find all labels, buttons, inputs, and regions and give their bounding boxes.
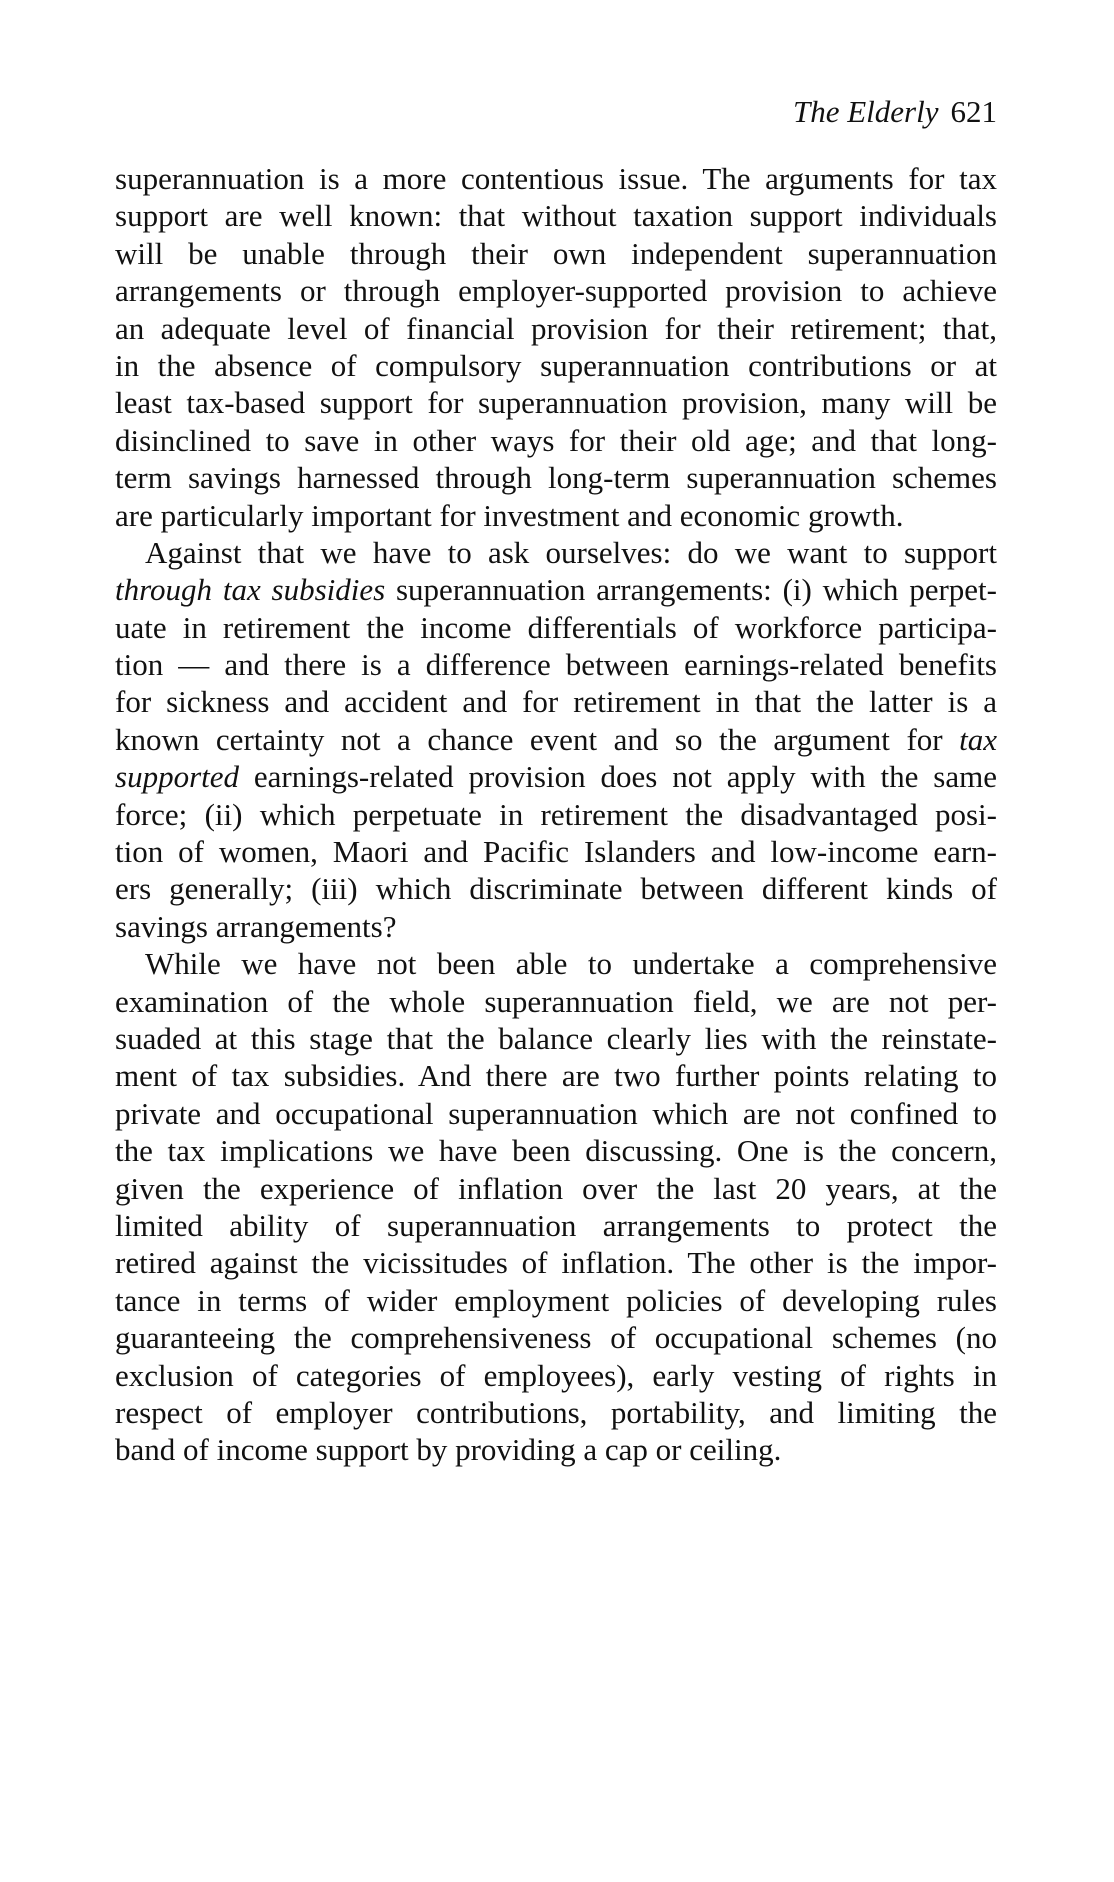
text-line: tion of women, Maori and Pacific Islanders and low-income earn- [115,834,997,870]
text-line: for sickness and accident and for retirement in that the latter is a [115,684,997,720]
text-line: ers generally; (iii) which discriminate between different kinds of [115,871,997,907]
text-line: band of income support by providing a cap or ceiling. [115,1432,782,1468]
text-line: force; (ii) which perpetuate in retirement the disadvantaged posi- [115,796,997,832]
text-line: tance in terms of wider employment policies of developing rules [115,1282,997,1318]
text-line: superannuation is a more contentious issue. The arguments for tax [115,161,997,196]
text-line: Against that we have to ask ourselves: do we want to support [145,534,997,570]
text-fragment: earnings-related provision does not apply with the same [239,759,997,795]
text-line [115,721,997,758]
paragraph-2 [115,534,997,945]
text-line: are particularly important for investment and economic growth. [115,497,904,533]
text-line: examination of the whole superannuation field, we are not per- [115,983,997,1019]
text-line: in the absence of compulsory superannuation contributions or at [115,347,997,383]
page-number: 621 [950,94,997,129]
text-line: While we have not been able to undertake a comprehensive [145,946,997,982]
text-line: respect of employer contributions, portability, and limiting the [115,1394,997,1430]
text-line: retired against the vicissitudes of inflation. The other is the impor- [115,1245,997,1281]
text-fragment: known certainty not a chance event and so the argument for [115,721,960,757]
text-line: ment of tax subsidies. And there are two further points relating to [115,1058,997,1094]
text-line: term savings harnessed through long-term superannuation schemes [115,460,997,496]
text-line: tion — and there is a difference between earnings-related benefits [115,647,997,683]
text-line [115,758,997,795]
body-text [115,160,997,1469]
text-line: given the experience of inflation over the last 20 years, at the [115,1170,997,1206]
paragraph-1 [115,160,997,534]
italic-phrase: tax [959,721,997,757]
running-title: The Elderly [793,94,939,129]
text-line: an adequate level of financial provision for their retirement; that, [115,310,997,346]
italic-phrase: through tax subsidies [115,572,386,608]
text-line: arrangements or through employer-supported provision to achieve [115,273,997,309]
text-line: will be unable through their own independent superannuation [115,235,997,271]
paragraph-3 [115,945,997,1468]
text-line: disinclined to save in other ways for their old age; and that long- [115,422,997,458]
text-line: least tax-based support for superannuation provision, many will be [115,385,997,421]
text-line: private and occupational superannuation which are not confined to [115,1095,997,1131]
running-header [793,92,997,132]
text-line: limited ability of superannuation arrangements to protect the [115,1207,997,1243]
text-line: uate in retirement the income differentials of workforce participa- [115,609,997,645]
text-line: the tax implications we have been discussing. One is the concern, [115,1133,997,1169]
text-line: guaranteeing the comprehensiveness of occupational schemes (no [115,1320,997,1356]
text-fragment: superannuation arrangements: (i) which perpet- [385,572,997,608]
text-line: suaded at this stage that the balance clearly lies with the reinstate- [115,1020,997,1056]
text-line [115,571,997,608]
text-line: support are well known: that without taxation support individuals [115,198,997,234]
italic-phrase: supported [115,759,239,795]
text-line: exclusion of categories of employees), early vesting of rights in [115,1357,997,1393]
text-line: savings arrangements? [115,908,397,944]
